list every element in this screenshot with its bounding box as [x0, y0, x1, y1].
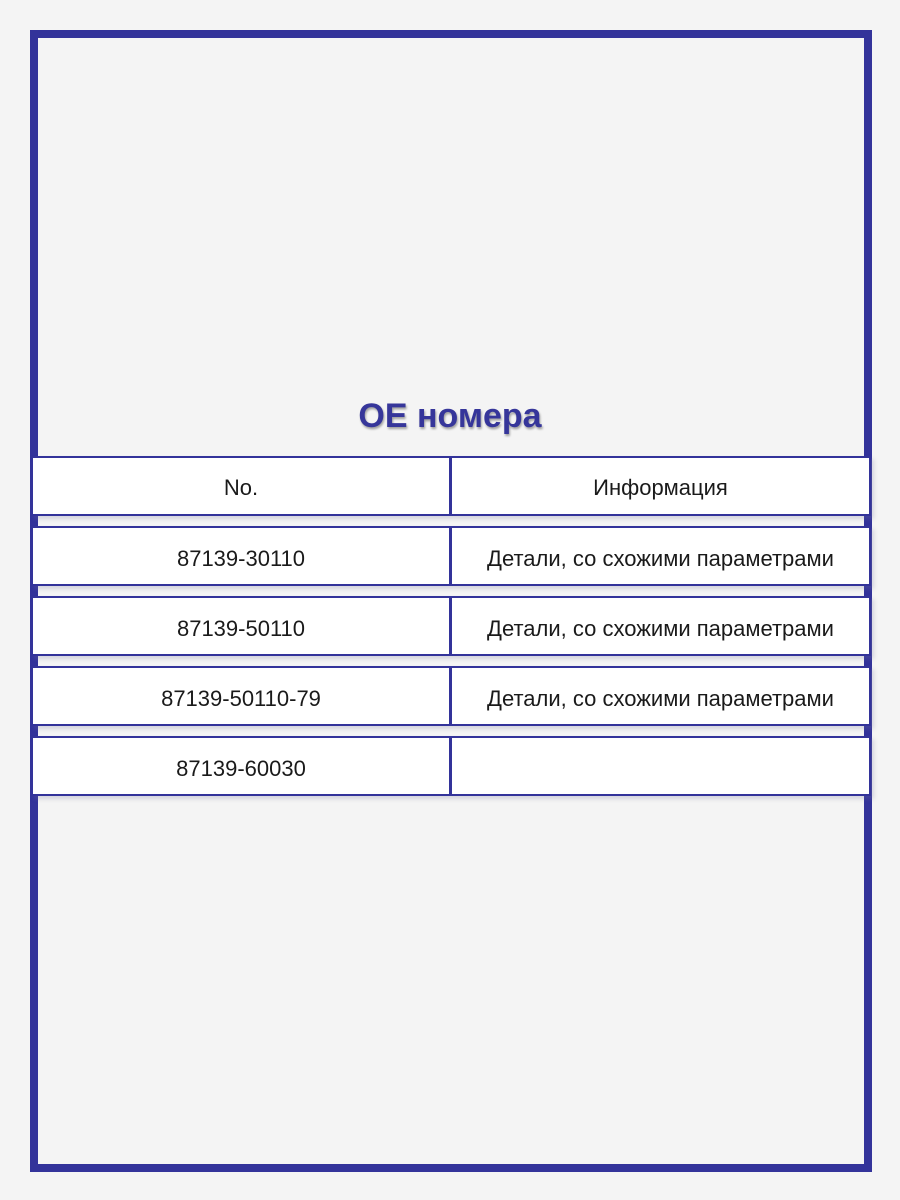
cell-oe-number: 87139-60030 — [31, 736, 451, 796]
cell-info: Детали, со схожими параметрами — [451, 666, 871, 726]
table-row — [31, 526, 871, 586]
cell-info: Детали, со схожими параметрами — [451, 596, 871, 656]
cell-info: Детали, со схожими параметрами — [451, 526, 871, 586]
cell-oe-number: 87139-30110 — [31, 526, 451, 586]
header-no: No. — [31, 456, 451, 516]
table-row — [31, 596, 871, 656]
cell-oe-number: 87139-50110 — [31, 596, 451, 656]
table-row — [31, 736, 871, 796]
page-title: OE номера — [358, 397, 542, 435]
cell-info — [451, 736, 871, 796]
header-info: Информация — [451, 456, 871, 516]
table-row — [31, 666, 871, 726]
cell-oe-number: 87139-50110-79 — [31, 666, 451, 726]
table-header-row — [31, 456, 871, 516]
